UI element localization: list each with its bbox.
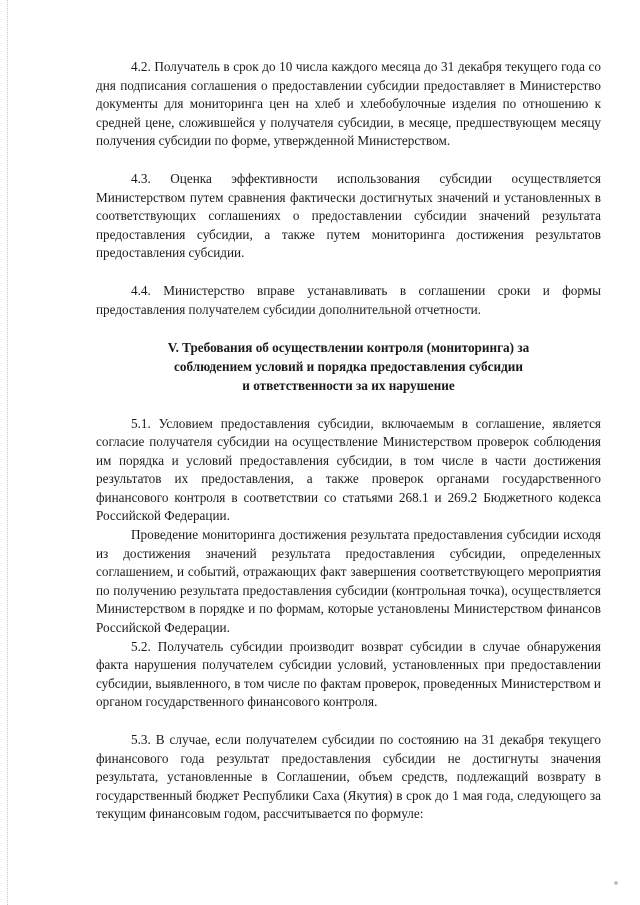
paragraph-4-3: 4.3. Оценка эффективности использования субсидии осуществляется Министерством путем сравнения фактически достигнутых значений и установленных в соответствующих соглашениях о предоставлении субсидии значений результата предоставления субсидии, а также путем мониторинга достижения результатов предоставления субсидии. xyxy=(96,170,601,261)
scan-margin-line xyxy=(7,0,8,905)
paragraph-5-3: 5.3. В случае, если получателем субсидии по состоянию на 31 декабря текущего финансового года результат предоставления субсидии не достигнуты значения результата, установленные в Соглашении, объем средств, подлежащий возврату в государственный бюджет Республики Саха (Якутия) в срок до 1 мая года, следующего за текущим финансовым годом, рассчитывается по формуле: xyxy=(96,732,601,822)
paragraph-4-4: 4.4. Министерство вправе устанавливать в соглашении сроки и формы предоставления получателем субсидии дополнительной отчетности. xyxy=(96,282,601,317)
section-heading-line-3: и ответственности за их нарушение xyxy=(242,377,455,393)
paragraph-5-2: 5.2. Получатель субсидии производит возврат субсидии в случае обнаружения факта нарушения получателем субсидии условий, установленных при предоставлении субсидии, выявленного, в том числе по фактам проверок, проведенных Министерством и органом государственного финансового контроля. xyxy=(96,638,601,710)
scan-artifact-dot xyxy=(614,881,618,885)
section-heading xyxy=(96,339,601,395)
document-body xyxy=(96,58,601,824)
section-heading-line-1: V. Требования об осуществлении контроля (мониторинга) за xyxy=(167,340,530,356)
paragraph-4-2: 4.2. Получатель в срок до 10 числа каждого месяца до 31 декабря текущего года со дня подписания соглашения о предоставлении субсидии предоставляет в Министерство документы для мониторинга цен на хлеб и хлебобулочные изделия по отношению к средней цене, сложившейся у получателя субсидии, в месяце, предшествующем месяцу получения субсидии по форме, утвержденной Министерством. xyxy=(96,59,601,149)
section-heading-line-2: соблюдением условий и порядка предоставления субсидии xyxy=(174,358,523,374)
paragraph-monitoring: Проведение мониторинга достижения результата предоставления субсидии исходя из достижения значений результата предоставления субсидии, определенных соглашением, и событий, отражающих факт завершения соответствующего мероприятия по получению результата предоставления субсидии (контрольная точка), осуществляется Министерством в порядке и по формам, которые установлены Министерством финансов Российской Федерации. xyxy=(96,527,601,636)
paragraph-5-1: 5.1. Условием предоставления субсидии, включаемым в соглашение, является согласие получателя субсидии на осуществление Министерством проверок соблюдения им порядка и условий предоставления субсидии, в том числе в части достижения результатов их предоставления, а также проверок органами государственного финансового контроля в соответствии со статьями 268.1 и 269.2 Бюджетного кодекса Российской Федерации. xyxy=(96,415,601,524)
